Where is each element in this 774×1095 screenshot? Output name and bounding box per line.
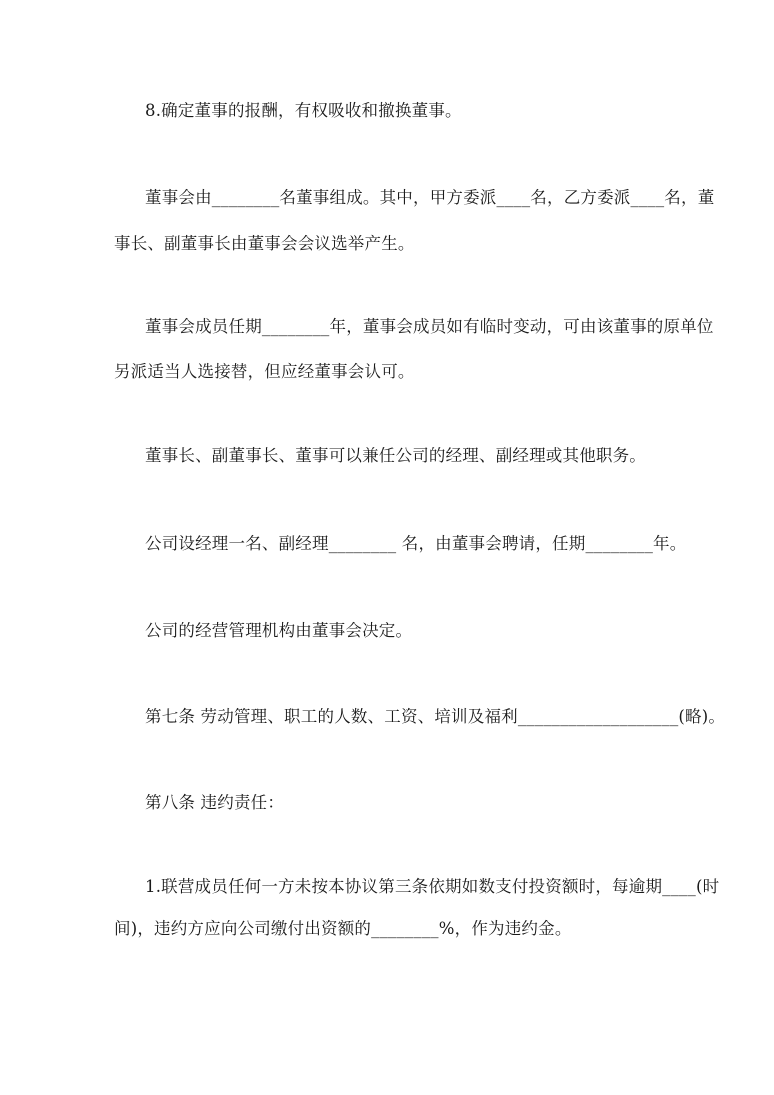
text-line: 公司的经营管理机构由董事会决定。 [145, 621, 413, 640]
text-line: 8.确定董事的报酬，有权吸收和撤换董事。 [145, 101, 462, 120]
text-line: 董事会成员任期________年，董事会成员如有临时变动，可由该董事的原单位 [145, 317, 714, 336]
text-line: 第八条 违约责任： [145, 793, 285, 812]
text-line: 间)，违约方应向公司缴付出资额的________%，作为违约金。 [114, 919, 572, 938]
text-line: 另派适当人选接替，但应经董事会认可。 [114, 362, 415, 381]
text-line: 事长、副董事长由董事会会议选举产生。 [114, 234, 415, 253]
text-line: 董事长、副董事长、董事可以兼任公司的经理、副经理或其他职务。 [145, 446, 646, 465]
text-line: 公司设经理一名、副经理________ 名，由董事会聘请，任期________年。 [145, 534, 687, 553]
text-line: 第七条 劳动管理、职工的人数、工资、培训及福利___________________(略)。 [145, 707, 726, 726]
text-line: 1.联营成员任何一方未按本协议第三条依期如数支付投资额时，每逾期____(时 [145, 877, 720, 896]
text-line: 董事会由________名董事组成。其中，甲方委派____名，乙方委派____名，董 [145, 188, 715, 207]
